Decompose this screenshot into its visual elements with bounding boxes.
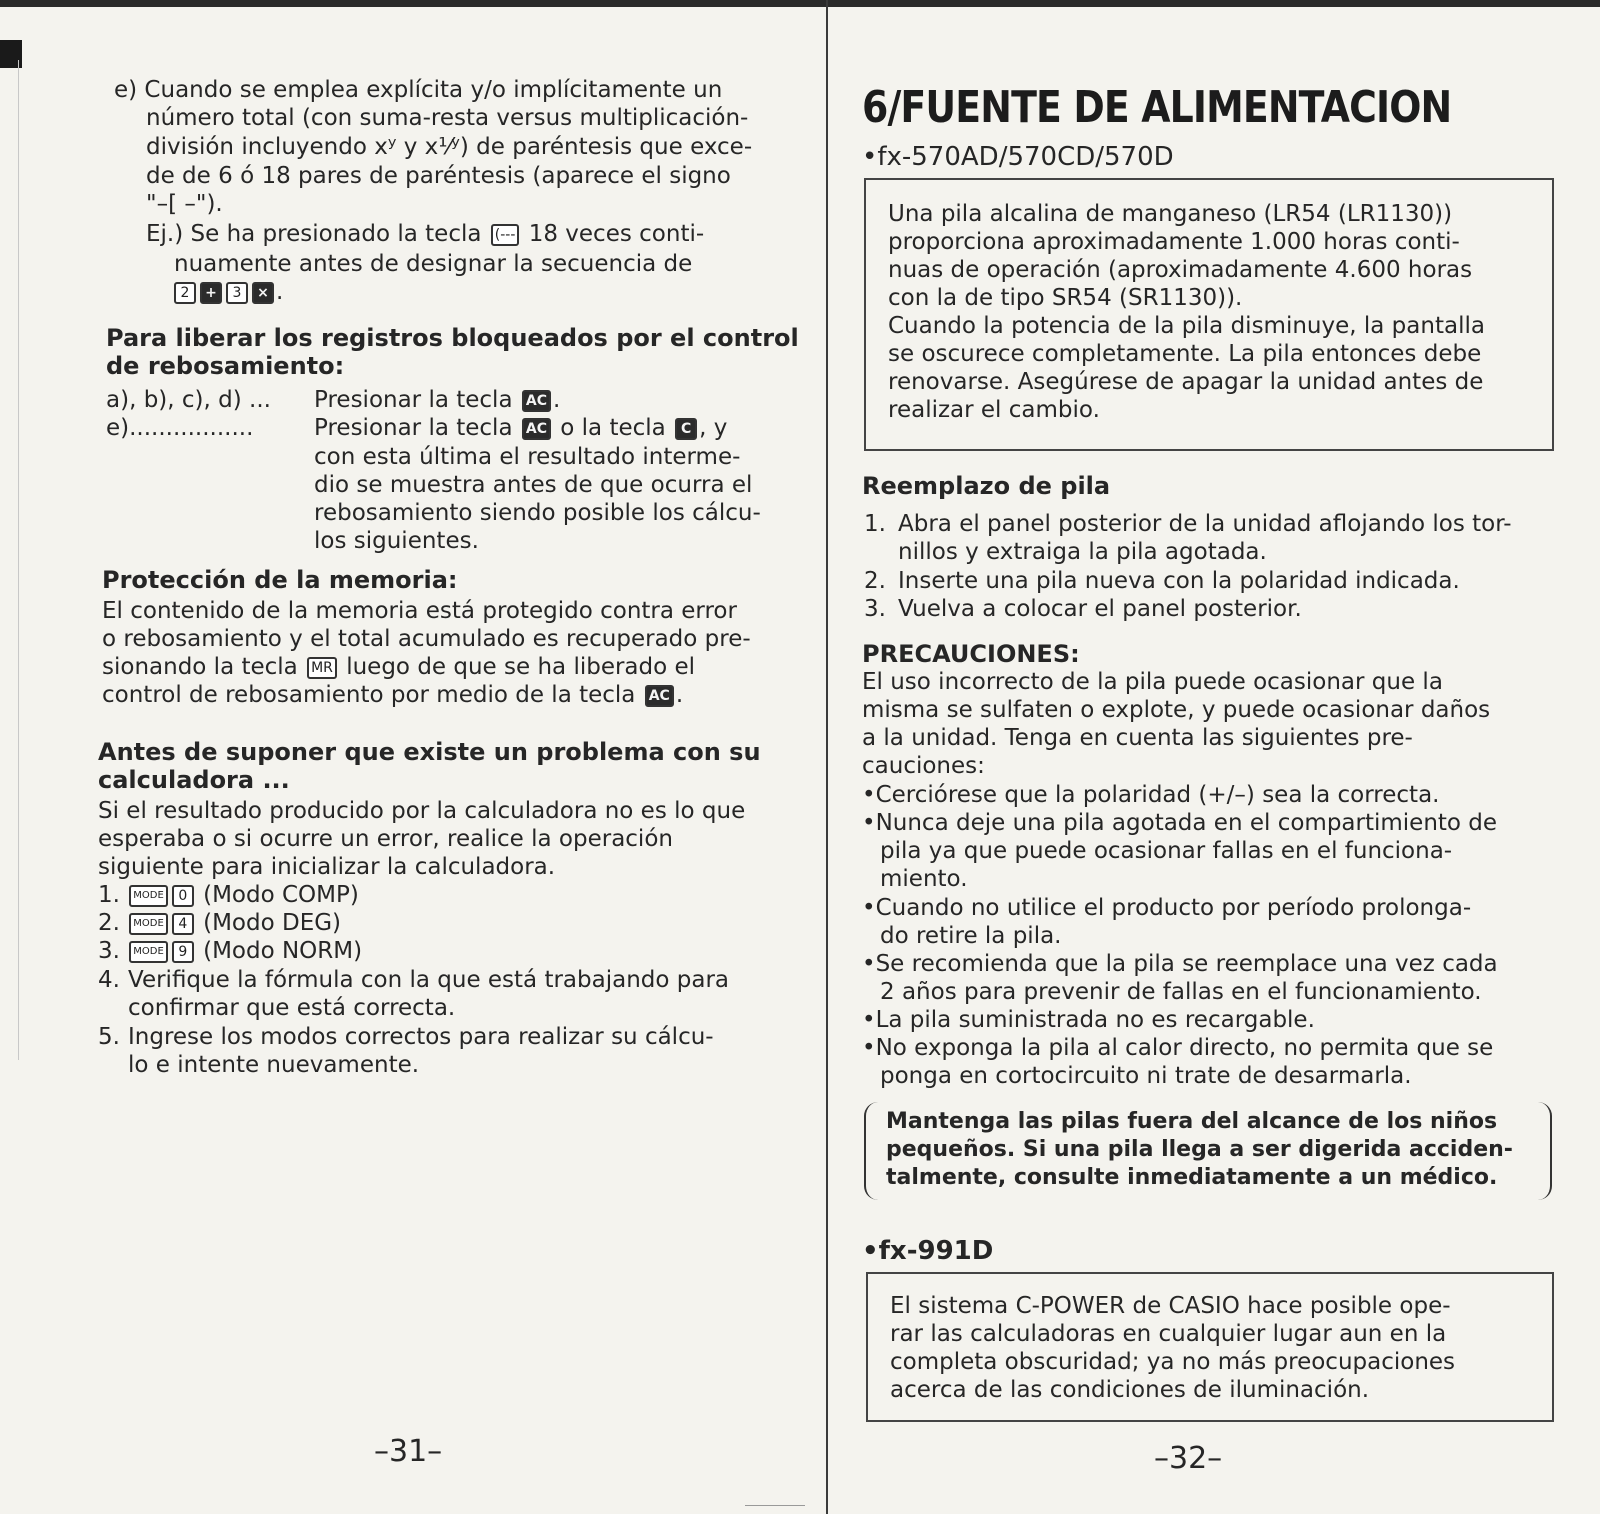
- text-line: do retire la pila.: [880, 923, 1062, 949]
- row-text: Presionar la tecla: [314, 415, 513, 441]
- section-heading: PRECAUCIONES:: [862, 640, 1080, 668]
- release-row-label: e).................: [106, 415, 254, 441]
- text-line: Verifique la fórmula con la que está trabajando para: [128, 967, 730, 993]
- text-line: El uso incorrecto de la pila puede ocasionar que la: [862, 669, 1443, 695]
- release-row-text: [314, 414, 727, 443]
- text-part: sionando la tecla: [102, 654, 298, 680]
- text-line: cauciones:: [862, 753, 985, 779]
- warning-line: pequeños. Si una pila llega a ser digerida acciden-: [886, 1137, 1513, 1162]
- bullet-item: •No exponga la pila al calor directo, no permita que se: [862, 1035, 1494, 1061]
- step-number: 1.: [864, 511, 886, 537]
- text-line: Inserte una pila nueva con la polaridad indicada.: [898, 568, 1460, 594]
- mode-key-icon: MODE: [129, 941, 168, 963]
- key-sequence: [172, 278, 283, 307]
- step-item: [98, 909, 341, 938]
- text-line: Vuelva a colocar el panel posterior.: [898, 596, 1302, 622]
- info-box: [866, 1272, 1554, 1422]
- box-line: renovarse. Asegúrese de apagar la unidad antes de: [888, 369, 1484, 395]
- example-lead: Ej.) Se ha presionado la tecla: [146, 221, 482, 247]
- release-row-text: [314, 386, 560, 415]
- ac-key-icon: AC: [522, 418, 551, 440]
- text-line: [102, 681, 683, 710]
- text-line: siguiente para inicializar la calculadora.: [98, 854, 556, 880]
- key-multiply-icon: ×: [252, 282, 274, 304]
- text-line: número total (con suma-resta versus multiplicación-: [146, 105, 749, 131]
- step-text: (Modo NORM): [203, 938, 363, 964]
- step-number: 1.: [98, 882, 120, 908]
- box-line: proporciona aproximadamente 1.000 horas conti-: [888, 229, 1460, 255]
- text-line: dio se muestra antes de que ocurra el: [314, 472, 753, 498]
- mode-key-icon: MODE: [129, 885, 168, 907]
- row-text: Presionar la tecla: [314, 387, 513, 413]
- step-number: 3.: [864, 596, 886, 622]
- bullet-item: •Nunca deje una pila agotada en el compartimiento de: [862, 810, 1498, 836]
- text-line: los siguientes.: [314, 528, 479, 554]
- key-2-icon: 2: [174, 282, 196, 304]
- text-line: confirmar que está correcta.: [128, 995, 456, 1021]
- text-line: El contenido de la memoria está protegido contra error: [102, 598, 737, 624]
- text-line: esperaba o si ocurre un error, realice la operación: [98, 826, 673, 852]
- text-line: Abra el panel posterior de la unidad aflojando los tor-: [898, 511, 1512, 537]
- step-text: (Modo COMP): [203, 882, 359, 908]
- page-number: –31–: [374, 1434, 443, 1469]
- mode-key-icon: MODE: [129, 913, 168, 935]
- model-heading: •fx-570AD/570CD/570D: [862, 142, 1174, 172]
- box-line: Cuando la potencia de la pila disminuye, la pantalla: [888, 313, 1485, 339]
- bullet-item: •La pila suministrada no es recargable.: [862, 1007, 1315, 1033]
- box-line: completa obscuridad; ya no más preocupaciones: [890, 1349, 1456, 1375]
- text-part: control de rebosamiento por medio de la tecla: [102, 682, 636, 708]
- warning-box: [864, 1102, 1552, 1200]
- text-line: de de 6 ó 18 pares de paréntesis (aparece el signo: [146, 163, 731, 189]
- text-line: lo e intente nuevamente.: [128, 1052, 420, 1078]
- c-key-icon: C: [675, 418, 697, 440]
- key-3-icon: 3: [226, 282, 248, 304]
- page-edge-line: [18, 60, 19, 1060]
- warning-line: talmente, consulte inmediatamente a un médico.: [886, 1165, 1498, 1190]
- box-line: Una pila alcalina de manganeso (LR54 (LR1130)): [888, 201, 1453, 227]
- step-item: [98, 937, 362, 966]
- text-line: e) Cuando se emplea explícita y/o implícitamente un: [114, 77, 723, 103]
- step-number: 5.: [98, 1024, 120, 1050]
- text-part: .: [675, 682, 684, 708]
- mr-key-icon: MR: [307, 657, 337, 679]
- box-line: rar las calculadoras en cualquier lugar aun en la: [890, 1321, 1447, 1347]
- row-text: o la tecla: [560, 415, 666, 441]
- page-number: –32–: [1154, 1441, 1223, 1476]
- sequence-end: .: [276, 279, 284, 305]
- text-line: Ingrese los modos correctos para realizar su cálcu-: [128, 1024, 714, 1050]
- text-line: a la unidad. Tenga en cuenta las siguientes pre-: [862, 725, 1413, 751]
- footer-mark: [745, 1505, 805, 1506]
- key-4-icon: 4: [172, 913, 194, 935]
- text-line: misma se sulfaten o explote, y puede ocasionar daños: [862, 697, 1491, 723]
- box-line: se oscurece completamente. La pila entonces debe: [888, 341, 1482, 367]
- page-divider: [826, 0, 828, 1514]
- text-line: ponga en cortocircuito ni trate de desarmarla.: [880, 1063, 1412, 1089]
- text-line: división incluyendo xʸ y x¹⁄ʸ) de paréntesis que exce-: [146, 134, 753, 160]
- section-heading: Antes de suponer que existe un problema con su: [98, 738, 761, 766]
- box-line: realizar el cambio.: [888, 397, 1100, 423]
- row-end: , y: [699, 415, 728, 441]
- text-line: pila ya que puede ocasionar fallas en el funciona-: [880, 838, 1453, 864]
- left-page: [92, 0, 807, 1514]
- text-line: con esta última el resultado interme-: [314, 444, 741, 470]
- step-number: 2.: [864, 568, 886, 594]
- text-line: nuamente antes de designar la secuencia de: [174, 251, 693, 277]
- section-heading: Reemplazo de pila: [862, 472, 1111, 500]
- key-0-icon: 0: [172, 885, 194, 907]
- info-box: [864, 178, 1554, 451]
- step-text: (Modo DEG): [203, 910, 342, 936]
- warning-line: Mantenga las pilas fuera del alcance de los niños: [886, 1109, 1498, 1134]
- release-row-label: a), b), c), d) ...: [106, 387, 271, 413]
- box-line: nuas de operación (aproximadamente 4.600 horas: [888, 257, 1473, 283]
- text-line: Si el resultado producido por la calculadora no es lo que: [98, 798, 746, 824]
- example-rest: 18 veces conti-: [528, 221, 705, 247]
- text-line: o rebosamiento y el total acumulado es recuperado pre-: [102, 626, 751, 652]
- text-line: miento.: [880, 866, 968, 892]
- text-line: nillos y extraiga la pila agotada.: [898, 539, 1267, 565]
- step-item: [98, 881, 359, 910]
- chapter-title: 6/FUENTE DE ALIMENTACION: [862, 82, 1452, 133]
- box-line: con la de tipo SR54 (SR1130)).: [888, 285, 1243, 311]
- bullet-item: •Cuando no utilice el producto por período prolonga-: [862, 895, 1472, 921]
- step-number: 3.: [98, 938, 120, 964]
- text-line: rebosamiento siendo posible los cálcu-: [314, 500, 761, 526]
- ac-key-icon: AC: [522, 390, 551, 412]
- key-plus-icon: +: [200, 282, 222, 304]
- row-end: .: [552, 387, 561, 413]
- model-heading: •fx-991D: [862, 1236, 994, 1266]
- step-number: 2.: [98, 910, 120, 936]
- text-line: 2 años para prevenir de fallas en el funcionamiento.: [880, 979, 1482, 1005]
- example-line: [146, 220, 704, 249]
- section-heading: de rebosamiento:: [106, 352, 345, 380]
- text-part: luego de que se ha liberado el: [346, 654, 696, 680]
- text-line: [102, 653, 695, 682]
- paren-key-icon: (---: [491, 224, 520, 246]
- step-number: 4.: [98, 967, 120, 993]
- ac-key-icon: AC: [645, 685, 674, 707]
- box-line: El sistema C-POWER de CASIO hace posible ope-: [890, 1293, 1451, 1319]
- bullet-item: •Se recomienda que la pila se reemplace una vez cada: [862, 951, 1498, 977]
- section-heading: Para liberar los registros bloqueados por el control: [106, 324, 799, 352]
- section-heading: calculadora ...: [98, 766, 290, 794]
- box-line: acerca de las condiciones de iluminación.: [890, 1377, 1370, 1403]
- text-line: "–[ –").: [146, 191, 223, 217]
- bullet-item: •Cerciórese que la polaridad (+/–) sea la correcta.: [862, 782, 1440, 808]
- right-page: [862, 0, 1562, 1514]
- section-heading: Protección de la memoria:: [102, 566, 458, 594]
- key-9-icon: 9: [172, 941, 194, 963]
